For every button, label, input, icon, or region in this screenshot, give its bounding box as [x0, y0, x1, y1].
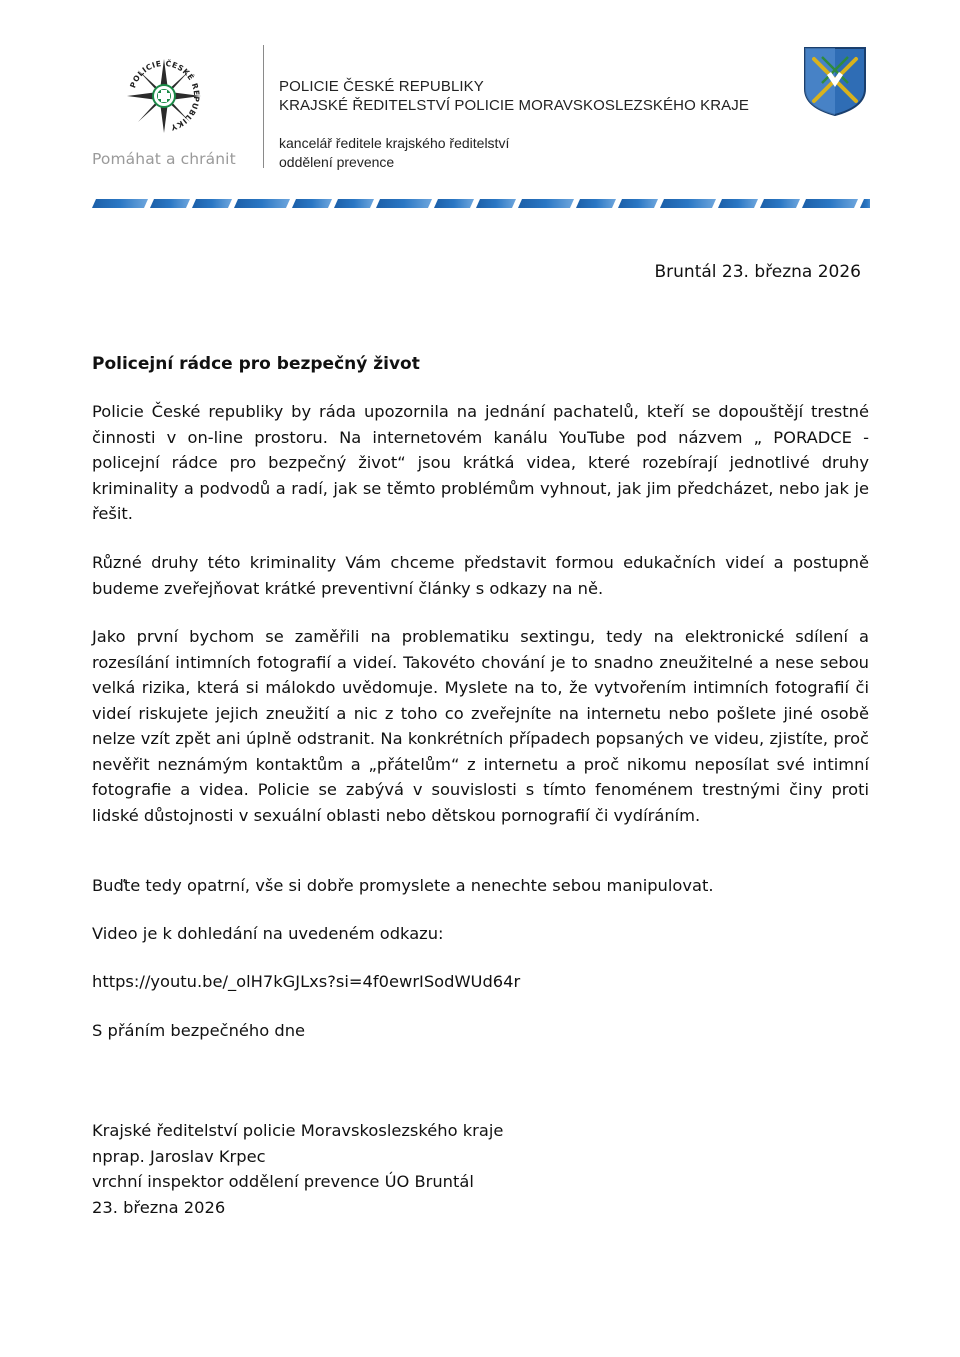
- police-motto: Pomáhat a chránit: [92, 150, 236, 168]
- paragraph-sexting: Jako první bychom se zaměřili na problematiku sextingu, tedy na elektronické sdílení a rozesílání intimních fotografií a videí. Takovéto chování je to snadno zneužitelné a nese sebou velká rizika, která si málokdo uvědomuje. Myslete na to, že vytvořením intimních fotografií či videí riskujete jejich zneužití a nic z toho co zveřejníte na internetu nebo pošlete jiné osobě nelze vzít zpět ani úplně odstranit. Na konkrétních případech popsaných ve videu, zjistíte, proč nevěřit neznámým kontaktům a „přátelům“ z internetu a proč nikomu neposílat své intimní fotografie a videa. Policie se zabývá v souvislosti s tímto fenoménem trestnými činy proti lidské důstojnosti v sexuální oblasti nebo dětskou pornografií či vydíráním.: [92, 627, 869, 825]
- signature-date: 23. března 2026: [92, 1197, 226, 1217]
- stripe-segment: [292, 199, 332, 208]
- stripe-segment: [518, 199, 574, 208]
- paragraph-videos: Různé druhy této kriminality Vám chceme představit formou edukačních videí a postupně budeme zveřejňovat krátké preventivní články s odkazy na ně.: [92, 553, 869, 598]
- place-and-date: Bruntál 23. března 2026: [654, 262, 861, 282]
- header-divider: [263, 45, 264, 168]
- stripe-segment: [802, 199, 858, 208]
- signature-block: [92, 1118, 503, 1220]
- stripe-segment: [150, 199, 190, 208]
- regional-directorate-name: KRAJSKÉ ŘEDITELSTVÍ POLICIE MORAVSKOSLEZSKÉHO KRAJE: [279, 97, 749, 114]
- stripe-segment: [760, 199, 800, 208]
- paragraph-intro: Policie České republiky by ráda upozornila na jednání pachatelů, kteří se dopouštějí trestné činnosti v on-line prostoru. Na internetovém kanálu YouTube pod názvem „ PORADCE - policejní rádce pro bezpečný život“ jsou krátká videa, které rozebírají jednotlivé druhy kriminality a podvodů a radí, jak se těmto problémům vyhnout, jak jim předcházet, nebo jak je řešit.: [92, 402, 869, 523]
- stripe-segment: [718, 199, 758, 208]
- stripe-segment: [192, 199, 232, 208]
- caution-sentence: Buďte tedy opatrní, vše si dobře promyslete a nenechte sebou manipulovat.: [92, 876, 714, 895]
- stripe-segment: [660, 199, 716, 208]
- stripe-segment: [376, 199, 432, 208]
- regional-crest-icon: [802, 45, 868, 117]
- stripe-segment: [618, 199, 658, 208]
- closing-greeting: S přáním bezpečného dne: [92, 1021, 306, 1040]
- signature-position: vrchní inspektor oddělení prevence ÚO Bruntál: [92, 1172, 474, 1191]
- header-stripe: [92, 199, 870, 208]
- stripe-segment: [334, 199, 374, 208]
- organization-name: POLICIE ČESKÉ REPUBLIKY: [279, 78, 484, 95]
- office-name: kancelář ředitele krajského ředitelství: [279, 135, 510, 151]
- department-name: oddělení prevence: [279, 154, 395, 170]
- stripe-segment: [860, 199, 870, 208]
- video-intro: Video je k dohledání na uvedeném odkazu:: [92, 924, 444, 943]
- police-star-logo: [124, 56, 204, 136]
- stripe-segment: [576, 199, 616, 208]
- seal-text: POLICIE ČESKÉ REPUBLIKY: [128, 58, 202, 133]
- signature-name: nprap. Jaroslav Krpec: [92, 1146, 266, 1166]
- stripe-segment: [434, 199, 474, 208]
- video-link[interactable]: https://youtu.be/_olH7kGJLxs?si=4f0ewrISodWUd64r: [92, 972, 521, 991]
- signature-organization: Krajské ředitelství policie Moravskoslezského kraje: [92, 1121, 504, 1140]
- letter-title: Policejní rádce pro bezpečný život: [92, 354, 420, 374]
- stripe-segment: [234, 199, 290, 208]
- stripe-segment: [476, 199, 516, 208]
- stripe-segment: [92, 199, 148, 208]
